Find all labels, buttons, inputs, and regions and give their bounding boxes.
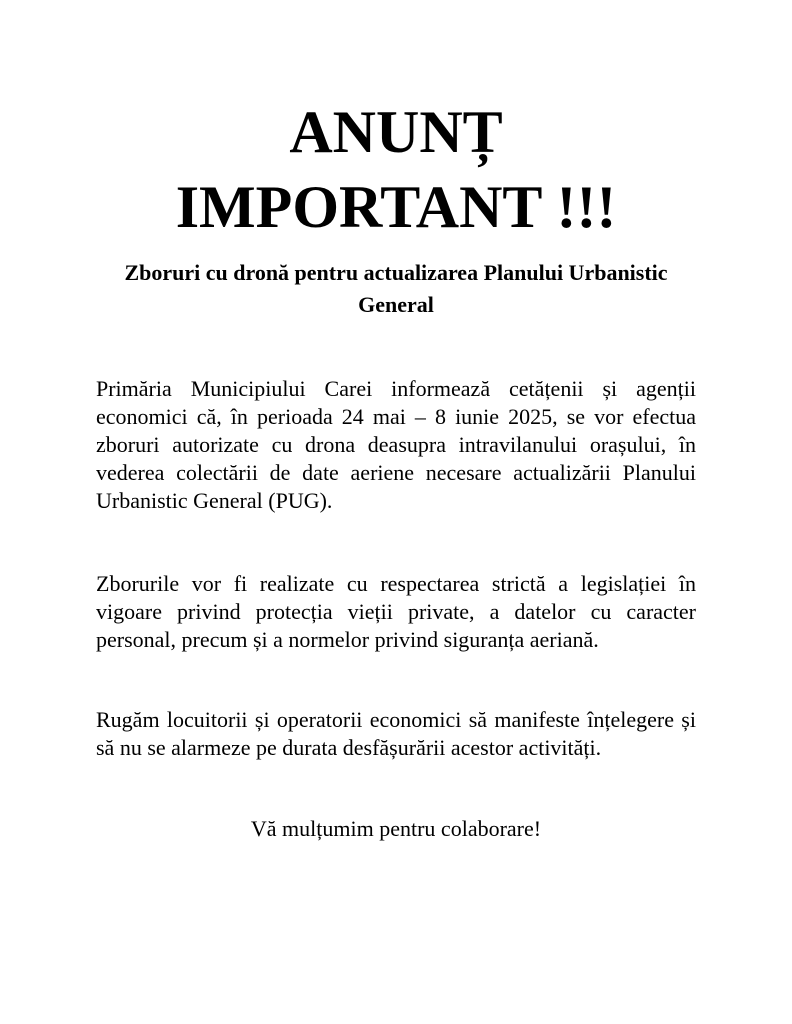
title-line-1: ANUNȚ [289, 99, 503, 165]
paragraph-legislation: Zborurile vor fi realizate cu respectarea strictă a legislației în vigoare privind protecția vieții private, a datelor cu caracter personal, precum și a normelor privind siguranța aeriană. [96, 571, 696, 652]
paragraph-request: Rugăm locuitorii și operatorii economici să manifeste înțelegere și să nu se alarmeze pe durata desfășurării acestor activități. [96, 707, 696, 760]
subtitle: Zboruri cu dronă pentru actualizarea Planului Urbanistic General [124, 260, 668, 317]
title-line-2: IMPORTANT !!! [175, 174, 617, 240]
closing-thanks: Vă mulțumim pentru colaborare! [250, 816, 542, 841]
paragraph-drone-flights: Primăria Municipiului Carei informează cetățenii și agenții economici că, în perioada 24 mai – 8 iunie 2025, se vor efectua zboruri autorizate cu drona deasupra intravilanului orașului, în vederea colectării de date aeriene necesare actualizării Planului Urbanistic General (PUG). [96, 376, 696, 513]
